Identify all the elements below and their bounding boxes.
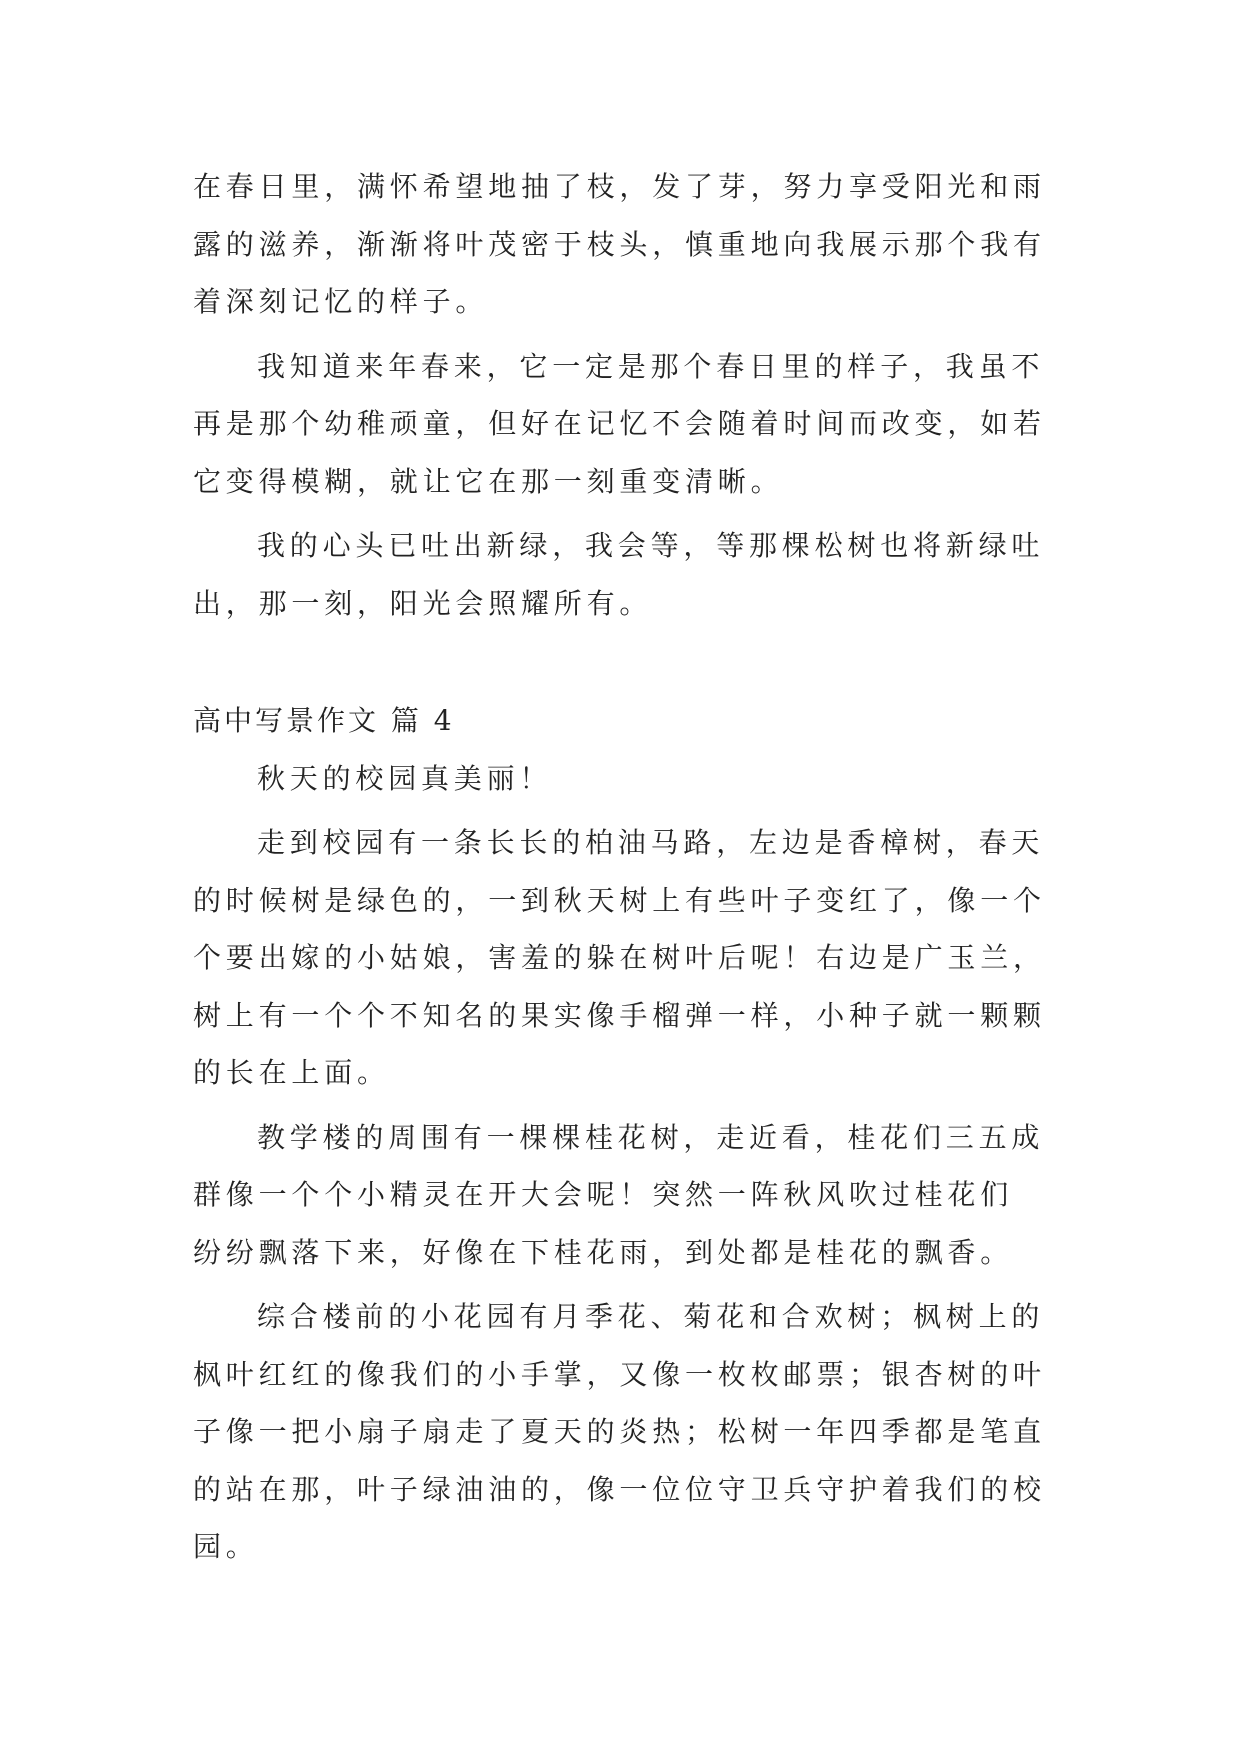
text-line: 它变得模糊，就让它在那一刻重变清晰。 xyxy=(193,464,784,498)
document-body xyxy=(193,158,1073,1576)
paragraph xyxy=(193,338,1073,511)
text-line: 个要出嫁的小姑娘，害羞的躲在树叶后呢！右边是广玉兰， xyxy=(193,941,1046,974)
text-line: 出，那一刻，阳光会照耀所有。 xyxy=(193,586,653,620)
paragraph xyxy=(193,517,1073,632)
paragraph xyxy=(193,814,1073,1102)
paragraph xyxy=(193,1288,1073,1576)
text-line: 教学楼的周围有一棵棵桂花树，走近看，桂花们三五成 xyxy=(257,1120,1045,1154)
paragraph xyxy=(193,1109,1073,1282)
text-line: 纷纷飘落下来，好像在下桂花雨，到处都是桂花的飘香。 xyxy=(193,1235,1014,1269)
paragraph xyxy=(193,750,1073,808)
text-line: 群像一个个小精灵在开大会呢！突然一阵秋风吹过桂花们 xyxy=(193,1178,1014,1211)
text-line: 再是那个幼稚顽童，但好在记忆不会随着时间而改变，如若 xyxy=(193,407,1046,440)
text-line: 的站在那，叶子绿油油的，像一位位守卫兵守护着我们的校 xyxy=(193,1472,1046,1506)
text-line: 在春日里，满怀希望地抽了枝，发了芽，努力享受阳光和雨 xyxy=(193,170,1046,203)
text-line: 着深刻记忆的样子。 xyxy=(193,285,489,318)
text-line: 露的滋养，渐渐将叶茂密于枝头，慎重地向我展示那个我有 xyxy=(193,227,1046,261)
section-heading: 高中写景作文 篇 4 xyxy=(193,704,455,737)
text-line: 我知道来年春来，它一定是那个春日里的样子，我虽不 xyxy=(257,349,1045,383)
text-line: 走到校园有一条长长的柏油马路，左边是香樟树，春天 xyxy=(257,826,1045,859)
text-line: 枫叶红红的像我们的小手掌，又像一枚枚邮票；银杏树的叶 xyxy=(193,1357,1046,1391)
text-line: 子像一把小扇子扇走了夏天的炎热；松树一年四季都是笔直 xyxy=(193,1415,1046,1448)
text-line: 树上有一个个不知名的果实像手榴弹一样，小种子就一颗颗 xyxy=(193,998,1046,1032)
text-line: 我的心头已吐出新绿，我会等，等那棵松树也将新绿吐 xyxy=(257,529,1045,562)
text-line: 园。 xyxy=(193,1530,259,1563)
text-line: 的时候树是绿色的，一到秋天树上有些叶子变红了，像一个 xyxy=(193,883,1046,917)
text-line: 秋天的校园真美丽！ xyxy=(257,761,553,795)
paragraph xyxy=(193,158,1073,331)
text-line: 综合楼前的小花园有月季花、菊花和合欢树；枫树上的 xyxy=(257,1300,1045,1333)
text-line: 的长在上面。 xyxy=(193,1056,390,1089)
